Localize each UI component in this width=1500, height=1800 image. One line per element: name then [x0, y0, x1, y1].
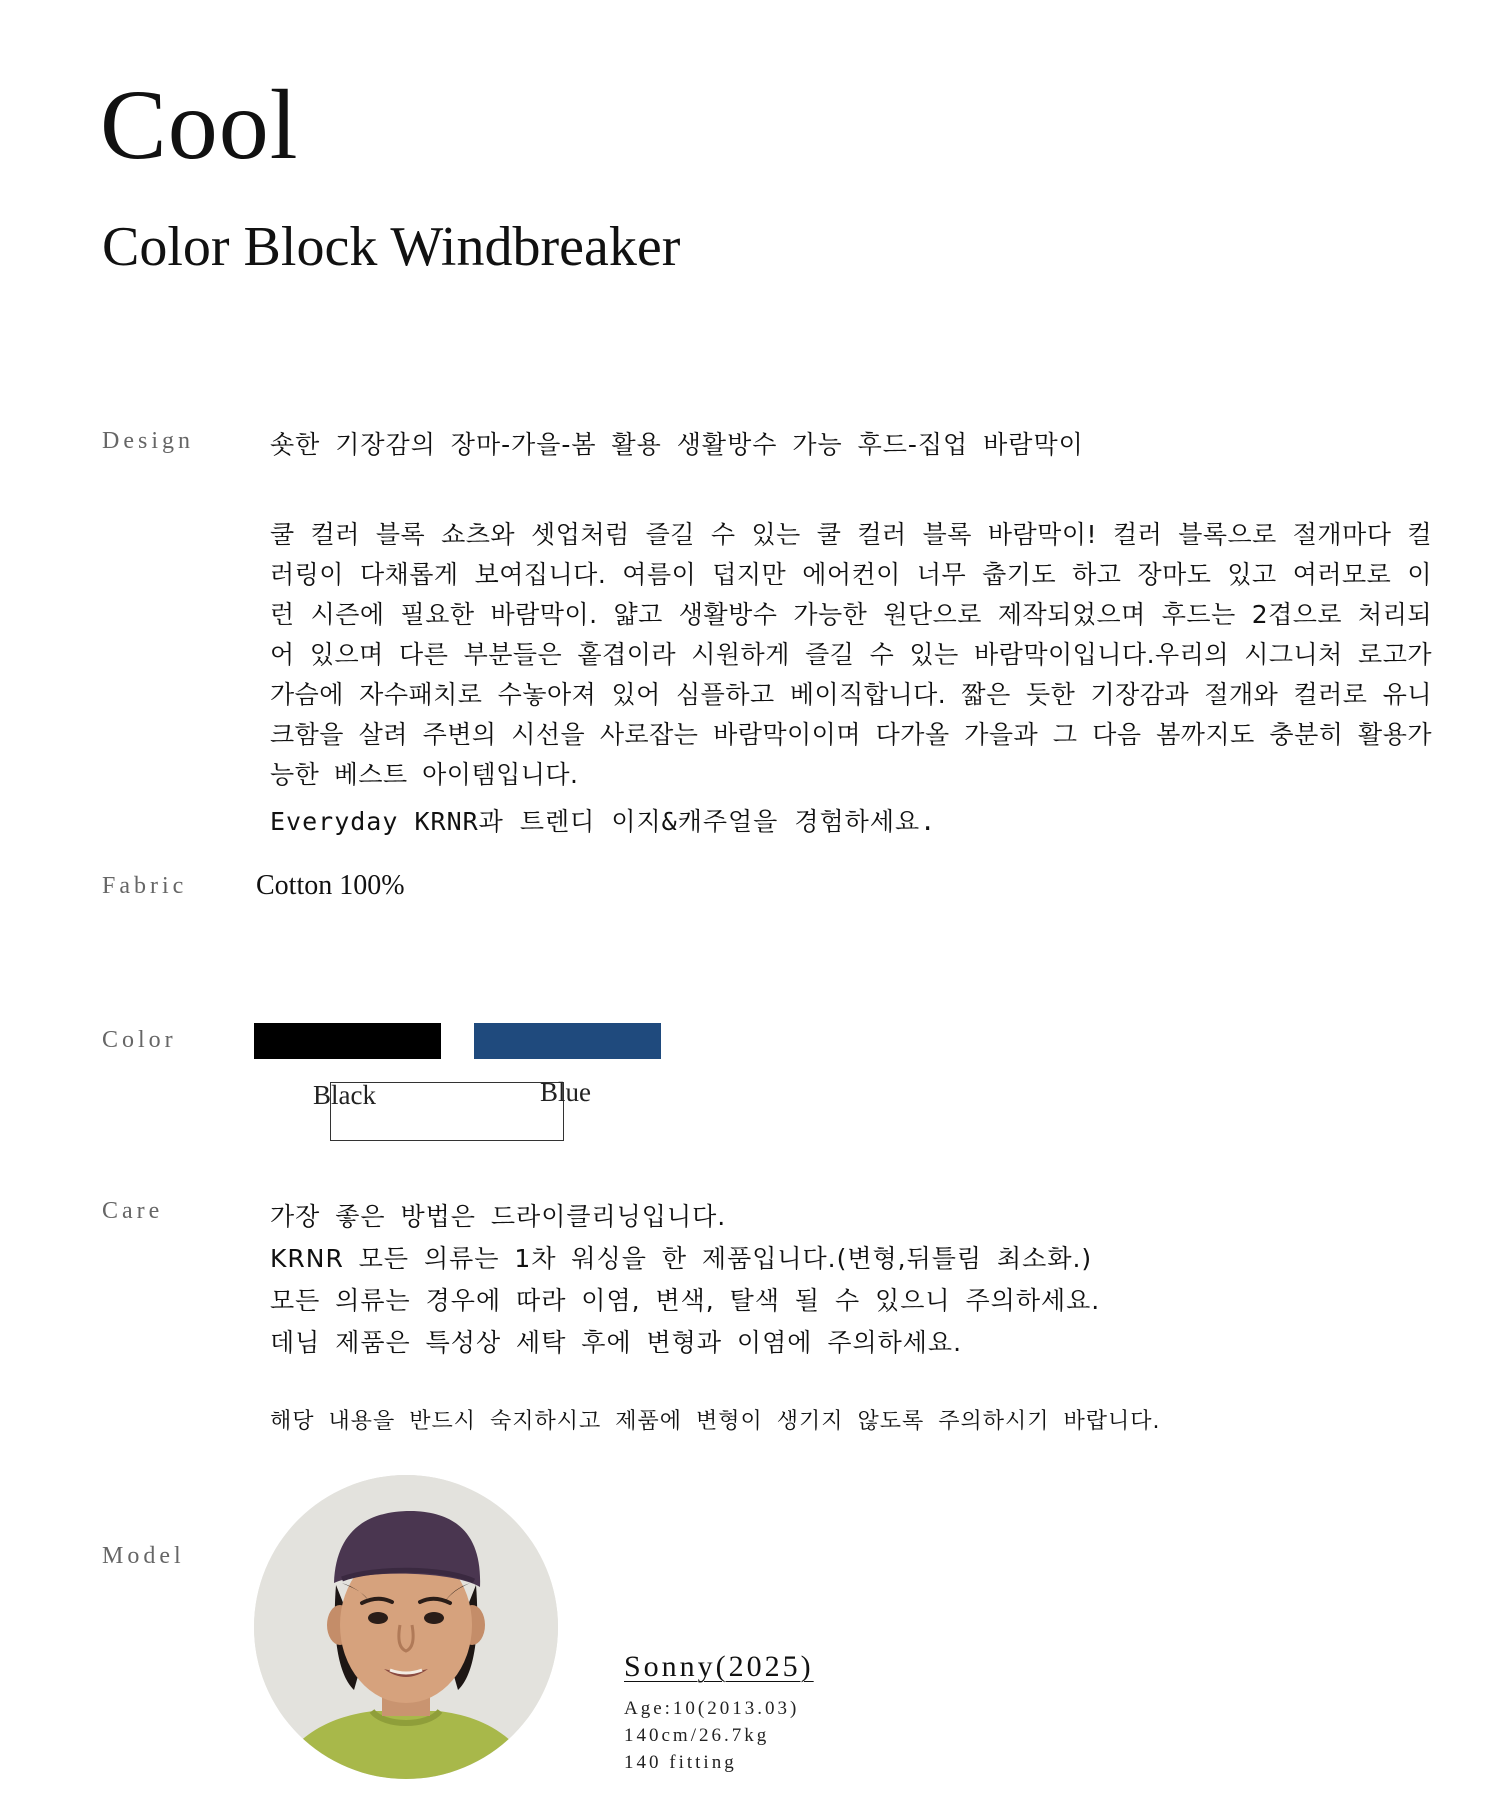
color-name-blue: Blue [540, 1077, 591, 1107]
design-tagline: Everyday KRNR과 트렌디 이지&캐주얼을 경험하세요. [270, 807, 937, 836]
care-line: 가장 좋은 방법은 드라이클리닝입니다. [270, 1202, 727, 1231]
design-label: Design [102, 428, 194, 454]
care-line: 모든 의류는 경우에 따라 이염, 변색, 탈색 될 수 있으니 주의하세요. [270, 1286, 1101, 1315]
fabric-value: Cotton 100% [256, 870, 405, 901]
color-swatch-blue[interactable] [474, 1023, 661, 1059]
color-name-black: Black [313, 1080, 376, 1110]
color-label: Color [102, 1027, 177, 1053]
care-instructions [270, 1196, 1100, 1364]
design-body: 쿨 컬러 블록 쇼츠와 셋업처럼 즐길 수 있는 쿨 컬러 블록 바람막이! 컬러 블록으로 절개마다 컬러링이 다채롭게 보여집니다. 여름이 덥지만 에어컨이 너무 춥기도 하고 장마도 있고 여러모로 이런 시즌에 필요한 바람막이. 얇고 생활방수 가능한 원단으로 제작되었으며 후드는 2겹으로 처리되어 있으며 다른 부분들은 홑겹이라 시원하게 즐길 수 있는 바람막이입니다.우리의 시그니처 로고가 가슴에 자수패치로 수놓아져 있어 심플하고 베이직합니다. 짧은 듯한 기장감과 절개와 컬러로 유니크함을 살려 주변의 시선을 사로잡는 바람막이이며 다가올 가을과 그 다음 봄까지도 충분히 활용가능한 베스트 아이템입니다. [270, 520, 1432, 789]
fabric-label: Fabric [102, 873, 188, 899]
model-photo [254, 1475, 558, 1779]
care-line: 데님 제품은 특성상 세탁 후에 변형과 이염에 주의하세요. [270, 1328, 963, 1357]
color-swatch-black[interactable] [254, 1023, 441, 1059]
model-name: Sonny(2025) [624, 1650, 814, 1683]
brand-title: Cool [100, 69, 299, 180]
model-label: Model [102, 1543, 185, 1569]
care-note: 해당 내용을 반드시 숙지하시고 제품에 변형이 생기지 않도록 주의하시기 바랍니다. [270, 1409, 1161, 1434]
care-line: KRNR 모든 의류는 1차 워싱을 한 제품입니다.(변형,뒤틀림 최소화.) [270, 1244, 1093, 1273]
model-portrait-illustration [254, 1475, 558, 1779]
design-headline: 숏한 기장감의 장마-가을-봄 활용 생활방수 가능 후드-집업 바람막이 [270, 430, 1084, 459]
model-size: 140cm/26.7kg [624, 1725, 770, 1746]
care-label: Care [102, 1198, 164, 1224]
product-name: Color Block Windbreaker [102, 216, 681, 278]
model-age: Age:10(2013.03) [624, 1698, 800, 1719]
model-fitting: 140 fitting [624, 1752, 737, 1773]
